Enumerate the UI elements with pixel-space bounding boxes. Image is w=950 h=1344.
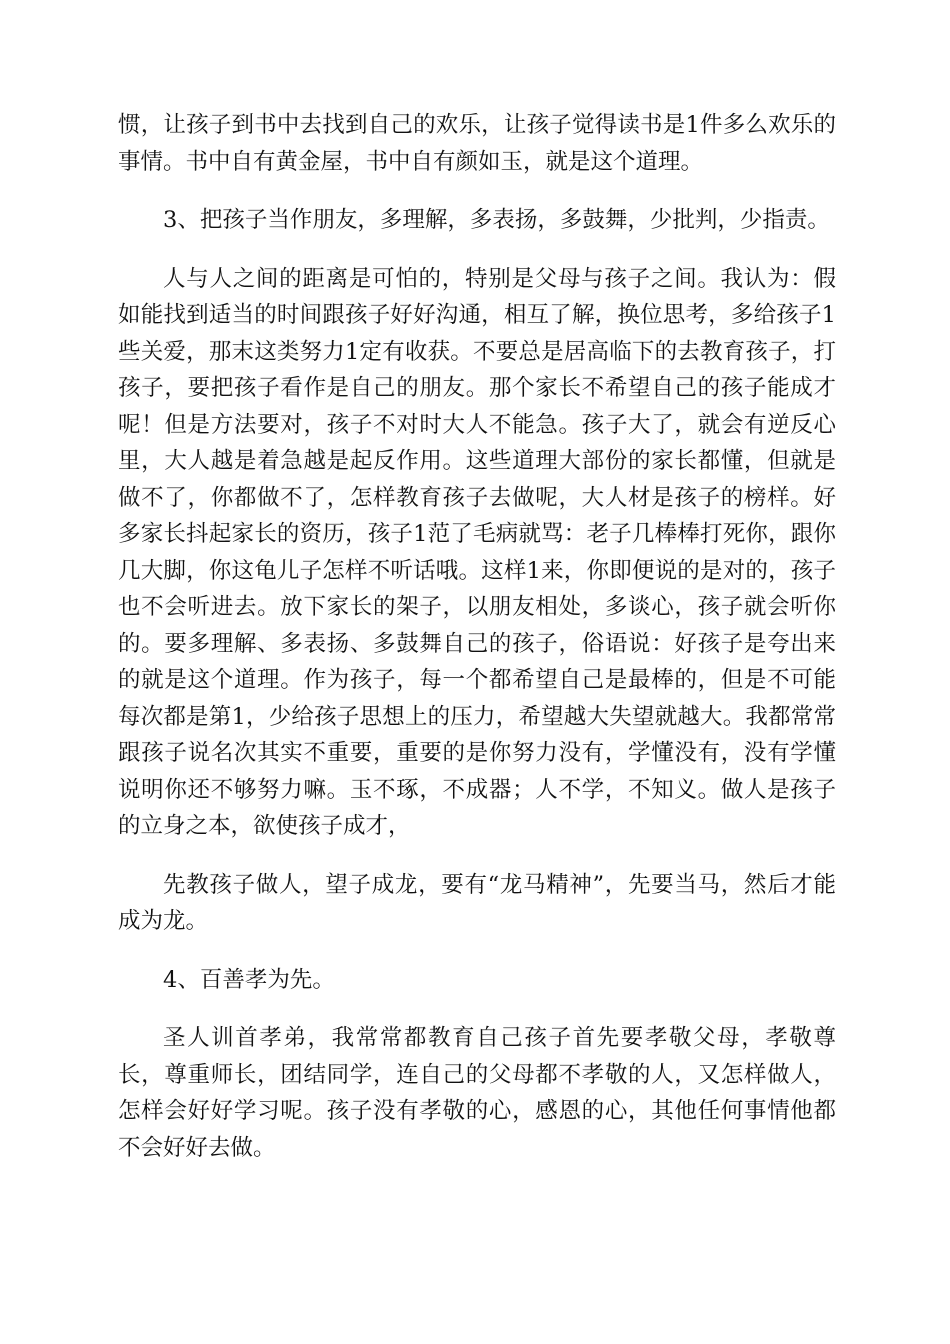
paragraph-3: 先教孩子做人，望子成龙，要有“龙马精神”，先要当马，然后才能成为龙。 <box>118 871 836 934</box>
section-heading-3: 3、把孩子当作朋友，多理解，多表扬，多鼓舞，少批判，少指责。 <box>163 207 830 233</box>
document-body <box>118 107 836 1166</box>
section-heading-4: 4、百善孝为先。 <box>163 966 335 993</box>
paragraph-4: 圣人训首孝弟，我常常都教育自己孩子首先要孝敬父母，孝敬尊长，尊重师长，团结同学，连自己的父母都不孝敬的人，又怎样做人，怎样会好好学习呢。孩子没有孝敬的心，感恩的心，其他任何事情他都不会好好去做。 <box>118 1025 836 1161</box>
paragraph-2: 人与人之间的距离是可怕的，特别是父母与孩子之间。我认为：假如能找到适当的时间跟孩子好好沟通，相互了解，换位思考，多给孩子1些关爱，那末这类努力1定有收获。不要总是居高临下的去教育孩子，打孩子，要把孩子看作是自己的朋友。那个家长不希望自己的孩子能成才呢！但是方法要对，孩子不对时大人不能急。孩子大了，就会有逆反心里，大人越是着急越是起反作用。这些道理大部份的家长都懂，但就是做不了，你都做不了，怎样教育孩子去做呢，大人材是孩子的榜样。好多家长抖起家长的资历，孩子1范了毛病就骂：老子几棒棒打死你，跟你几大脚，你这龟儿子怎样不听话哦。这样1来，你即便说的是对的，孩子也不会听进去。放下家长的架子，以朋友相处，多谈心，孩子就会听你的。要多理解、多表扬、多鼓舞自己的孩子，俗语说：好孩子是夸出来的就是这个道理。作为孩子，每一个都希望自己是最棒的，但是不可能每次都是第1，少给孩子思想上的压力，希望越大失望就越大。我都常常跟孩子说名次其实不重要，重要的是你努力没有，学懂没有，没有学懂说明你还不够努力嘛。玉不琢，不成器；人不学，不知义。做人是孩子的立身之本，欲使孩子成才， <box>118 265 836 839</box>
paragraph-1: 惯，让孩子到书中去找到自己的欢乐，让孩子觉得读书是1件多么欢乐的事情。书中自有黄金屋，书中自有颜如玉，就是这个道理。 <box>118 112 836 175</box>
